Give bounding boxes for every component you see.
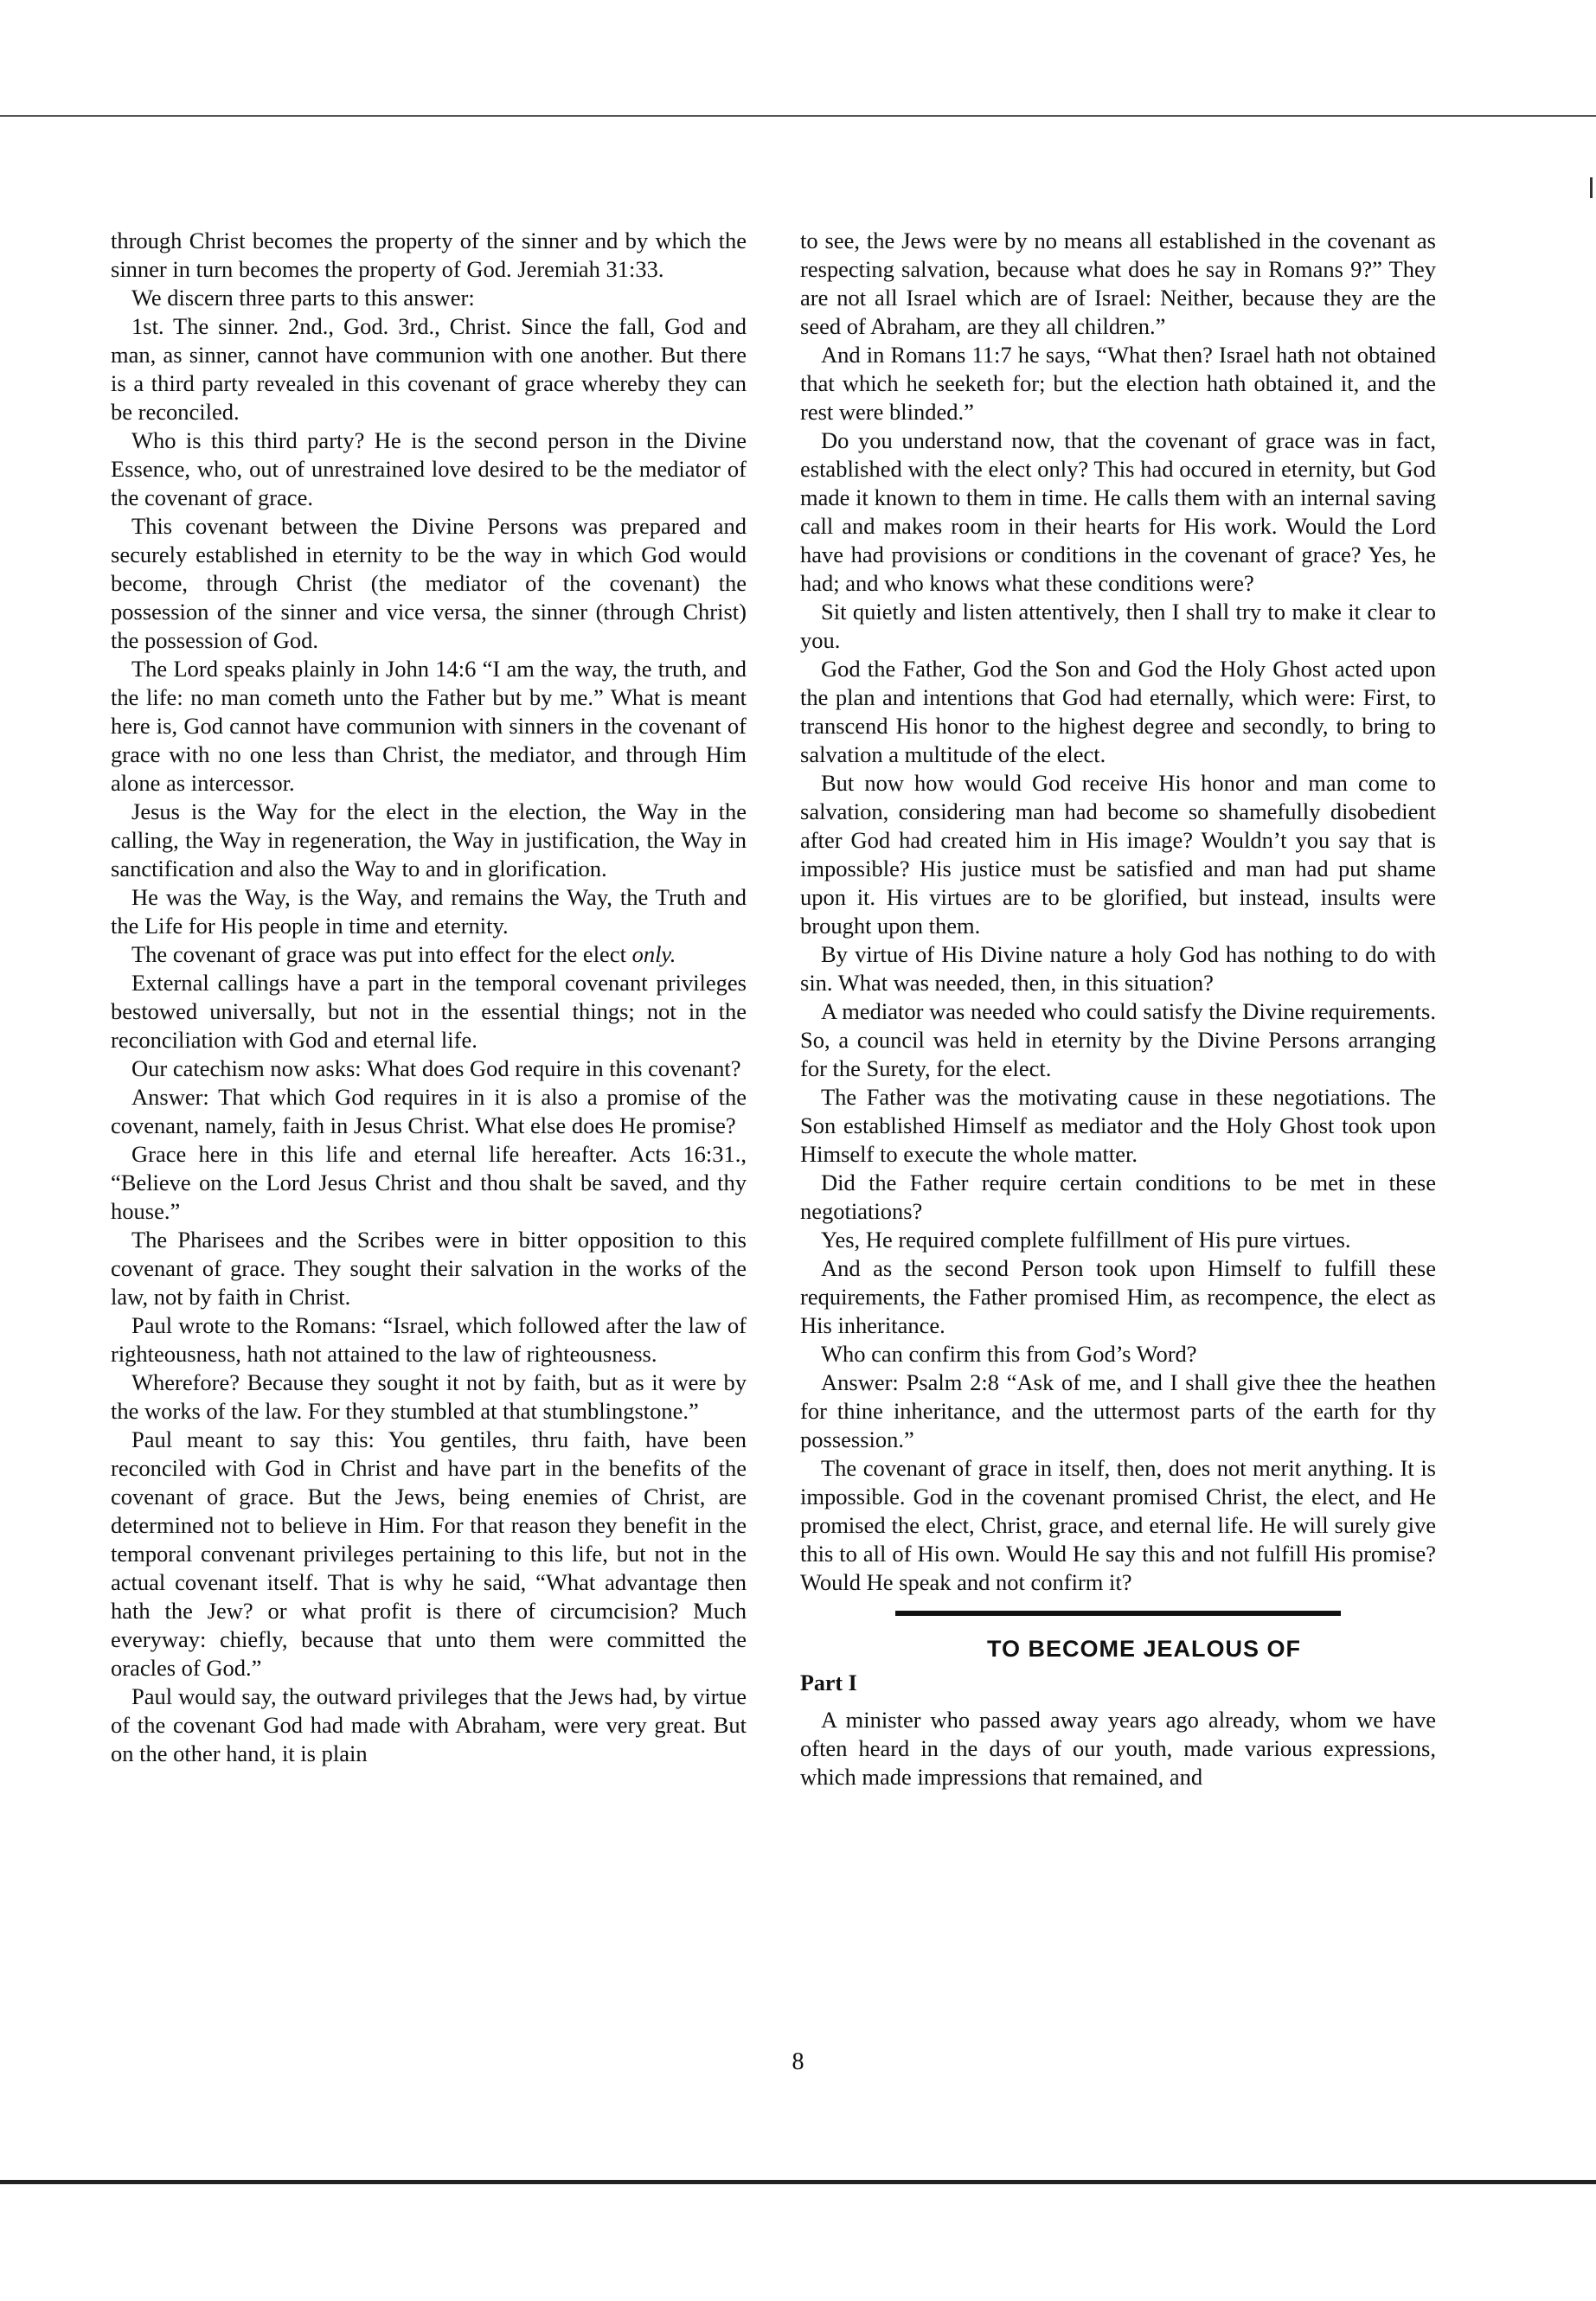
paragraph: through Christ becomes the property of the sinner and by which the sinner in turn becomes the property of God. Jeremiah 31:33.	[111, 228, 747, 282]
article-heading: TO BECOME JEALOUS OF	[986, 1636, 1302, 1662]
paragraph: Answer: Psalm 2:8 “Ask of me, and I shall give thee the heathen for thine inheritance, and the uttermost parts of the earth for thy possession.”	[800, 1369, 1436, 1452]
emphasis-only: only.	[631, 941, 676, 967]
paragraph: Paul meant to say this: You gentiles, thru faith, have been reconciled with God in Christ and have part in the benefits of the covenant of grace. But the Jews, being enemies of Christ, are determined not to believe in Him. For that reason they benefit in the temporal convenant privileges pertaining to this life, but not in the actual covenant itself. That is why he said, “What advantage then hath the Jew? or what profit is there of circumcision? Much everyway: chiefly, because that unto them were committed the oracles of God.”	[111, 1426, 747, 1681]
paragraph: And in Romans 11:7 he says, “What then? Israel hath not obtained that which he seeketh for; but the election hath obtained it, and the rest were blinded.”	[800, 342, 1436, 425]
paragraph: to see, the Jews were by no means all established in the covenant as respecting salvation, because what does he say in Romans 9?” They are not all Israel which are of Israel: Neither, because they are the seed of Abraham, are they all children.”	[800, 228, 1436, 339]
paragraph: Paul wrote to the Romans: “Israel, which followed after the law of righteousness, hath not attained to the law of righteousness.	[111, 1312, 747, 1367]
paragraph: The Father was the motivating cause in these negotiations. The Son established Himself as mediator and the Holy Ghost took upon Himself to execute the whole matter.	[800, 1084, 1436, 1167]
paragraph: Our catechism now asks: What does God require in this covenant?	[131, 1055, 741, 1081]
paragraph: But now how would God receive His honor and man come to salvation, considering man had become so shamefully disobedient after God had created him in His image? Wouldn’t you say that is impossible? His justice must be satisfied and man had put shame upon it. His virtues are to be glorified, but instead, insults were brought upon them.	[800, 770, 1436, 939]
paragraph: 1st. The sinner. 2nd., God. 3rd., Christ. Since the fall, God and man, as sinner, cannot have communion with one another. But there is a third party revealed in this covenant of grace whereby they can be reconciled.	[111, 313, 747, 425]
bottom-border-line	[0, 2180, 1596, 2184]
paragraph: This covenant between the Divine Persons was prepared and securely established in eternity to be the way in which God would become, through Christ (the mediator of the covenant) the possession of the sinner and vice versa, the sinner (through Christ) the possession of God.	[111, 513, 747, 653]
paragraph: Who is this third party? He is the second person in the Divine Essence, who, out of unrestrained love desired to be the mediator of the covenant of grace.	[111, 427, 747, 510]
paragraph: External callings have a part in the temporal covenant privileges bestowed universally, but not in the essential things; not in the reconciliation with God and eternal life.	[111, 970, 747, 1053]
paragraph: A mediator was needed who could satisfy the Divine requirements. So, a council was held in eternity by the Divine Persons arranging for the Surety, for the elect.	[800, 998, 1436, 1081]
paragraph-text: The covenant of grace was put into effect for the elect	[131, 941, 626, 967]
paragraph: Yes, He required complete fulfillment of His pure virtues.	[821, 1227, 1351, 1253]
paragraph: Wherefore? Because they sought it not by faith, but as it were by the works of the law. For they stumbled at that stumblingstone.”	[111, 1369, 747, 1424]
paragraph: Paul would say, the outward privileges that the Jews had, by virtue of the covenant God had made with Abraham, were very great. But on the other hand, it is plain	[111, 1683, 747, 1766]
top-border-line	[0, 115, 1596, 117]
paragraph: Do you understand now, that the covenant of grace was in fact, established with the elect only? This had occured in eternity, but God made it known to them in time. He calls them with an internal saving call and makes room in their hearts for His work. Would the Lord have had provisions or conditions in the covenant of grace? Yes, he had; and who knows what these conditions were?	[800, 427, 1436, 596]
paragraph: Who can confirm this from God’s Word?	[821, 1341, 1197, 1367]
left-column	[111, 227, 747, 1768]
paragraph: The Pharisees and the Scribes were in bitter opposition to this covenant of grace. They sought their salvation in the works of the law, not by faith in Christ.	[111, 1227, 747, 1310]
page-number: 8	[792, 2048, 804, 2075]
paragraph: God the Father, God the Son and God the Holy Ghost acted upon the plan and intentions that God had eternally, which were: First, to transcend His honor to the highest degree and secondly, to bring to salvation a multitude of the elect.	[800, 656, 1436, 767]
part-label: Part I	[800, 1670, 857, 1695]
paragraph: Answer: That which God requires in it is also a promise of the covenant, namely, faith in Jesus Christ. What else does He promise?	[111, 1084, 747, 1138]
paragraph: Jesus is the Way for the elect in the election, the Way in the calling, the Way in regeneration, the Way in justification, the Way in sanctification and also the Way to and in glorification.	[111, 798, 747, 881]
article-paragraph: A minister who passed away years ago already, whom we have often heard in the days of our youth, made various expressions, which made impressions that remained, and	[800, 1707, 1436, 1790]
paragraph: Sit quietly and listen attentively, then I shall try to make it clear to you.	[800, 599, 1436, 653]
paragraph: We discern three parts to this answer:	[131, 285, 475, 311]
paragraph-elect-only	[111, 940, 747, 969]
paragraph: Did the Father require certain conditions to be met in these negotiations?	[800, 1170, 1436, 1224]
paragraph: The Lord speaks plainly in John 14:6 “I am the way, the truth, and the life: no man cometh unto the Father but by me.” What is meant here is, God cannot have communion with sinners in the covenant of grace with no one less than Christ, the mediator, and through Him alone as intercessor.	[111, 656, 747, 796]
section-divider	[895, 1611, 1341, 1616]
paragraph: Grace here in this life and eternal life hereafter. Acts 16:31., “Believe on the Lord Jesus Christ and thou shalt be saved, and thy house.”	[111, 1141, 747, 1224]
edge-mark	[1590, 177, 1593, 198]
paragraph: By virtue of His Divine nature a holy God has nothing to do with sin. What was needed, then, in this situation?	[800, 941, 1436, 996]
paragraph: He was the Way, is the Way, and remains the Way, the Truth and the Life for His people in time and eternity.	[111, 884, 747, 939]
right-column	[800, 227, 1436, 1791]
paragraph: The covenant of grace in itself, then, does not merit anything. It is impossible. God in the covenant promised Christ, the elect, and He promised the elect, Christ, grace, and eternal life. He will surely give this to all of His own. Would He say this and not fulfill His promise? Would He speak and not confirm it?	[800, 1455, 1436, 1595]
paragraph: And as the second Person took upon Himself to fulfill these requirements, the Father promised Him, as recompence, the elect as His inheritance.	[800, 1255, 1436, 1338]
